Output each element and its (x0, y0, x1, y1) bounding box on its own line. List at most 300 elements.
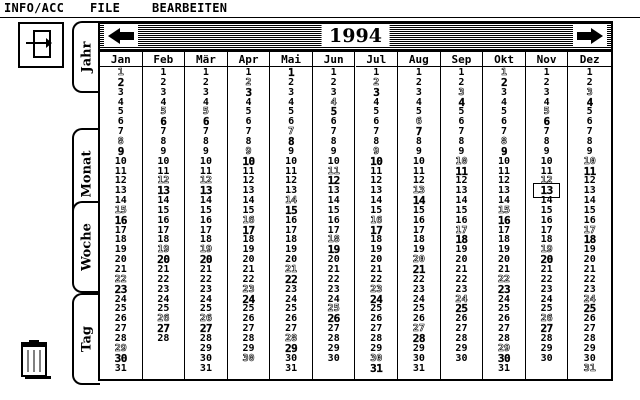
calendar-day[interactable]: 4 (288, 96, 295, 108)
calendar-day[interactable]: 14 (540, 195, 553, 207)
calendar-day[interactable]: 18 (583, 233, 596, 247)
calendar-day[interactable]: 25 (114, 303, 127, 315)
calendar-day[interactable]: 31 (583, 362, 596, 374)
calendar-day[interactable]: 7 (245, 126, 252, 138)
calendar-day[interactable]: 3 (458, 86, 465, 98)
calendar-day[interactable]: 17 (114, 224, 127, 236)
calendar-day[interactable]: 19 (242, 244, 255, 256)
calendar-day[interactable]: 18 (412, 234, 425, 246)
calendar-day[interactable]: 20 (242, 254, 255, 266)
arrow-left-icon[interactable] (104, 25, 138, 47)
calendar-day[interactable]: 29 (242, 342, 255, 354)
calendar-day[interactable]: 30 (455, 352, 468, 364)
calendar-day[interactable]: 7 (415, 125, 422, 139)
calendar-day[interactable]: 11 (199, 165, 212, 177)
calendar-day[interactable]: 25 (540, 303, 553, 315)
calendar-day[interactable]: 16 (242, 214, 255, 226)
calendar-day[interactable]: 6 (245, 116, 252, 128)
calendar-day[interactable]: 23 (157, 283, 170, 295)
calendar-day[interactable]: 22 (242, 273, 255, 285)
calendar-day[interactable]: 19 (412, 244, 425, 256)
calendar-day[interactable]: 13 (199, 184, 213, 198)
calendar-day[interactable]: 3 (415, 86, 422, 98)
calendar-day[interactable]: 12 (242, 175, 255, 187)
calendar-day[interactable]: 2 (415, 76, 422, 88)
calendar-day[interactable]: 17 (498, 224, 511, 236)
calendar-day[interactable]: 26 (370, 313, 383, 325)
calendar-day[interactable]: 23 (199, 283, 212, 295)
calendar-day[interactable]: 5 (373, 106, 380, 118)
calendar-day[interactable]: 3 (288, 86, 295, 98)
calendar-day[interactable]: 15 (284, 203, 298, 217)
calendar-day[interactable]: 12 (327, 174, 340, 188)
calendar-day[interactable]: 8 (160, 135, 167, 147)
calendar-day[interactable]: 23 (497, 282, 511, 296)
calendar-day[interactable]: 9 (415, 145, 422, 157)
calendar-day[interactable]: 19 (370, 244, 383, 256)
calendar-day[interactable]: 20 (583, 254, 596, 266)
calendar-day[interactable]: 30 (412, 352, 425, 364)
calendar-day[interactable]: 3 (117, 86, 124, 98)
calendar-day[interactable]: 1 (501, 67, 508, 78)
month-name[interactable]: Jun (323, 53, 344, 66)
calendar-day[interactable]: 3 (330, 86, 337, 98)
calendar-day[interactable]: 24 (114, 293, 127, 305)
calendar-day[interactable]: 7 (330, 126, 337, 138)
calendar-day[interactable]: 26 (157, 313, 170, 325)
calendar-day[interactable]: 14 (199, 195, 212, 207)
calendar-day[interactable]: 9 (543, 145, 550, 157)
calendar-day[interactable]: 28 (455, 332, 468, 344)
trash-can-icon[interactable] (17, 340, 57, 380)
calendar-day[interactable]: 26 (583, 313, 596, 325)
calendar-day[interactable]: 29 (540, 342, 553, 354)
calendar-day[interactable]: 22 (455, 273, 468, 285)
calendar-day[interactable]: 5 (458, 106, 465, 118)
calendar-day[interactable]: 29 (498, 342, 511, 354)
tab-monat[interactable]: Monat (72, 128, 100, 220)
calendar-day[interactable]: 8 (501, 135, 508, 147)
calendar-day[interactable]: 3 (543, 86, 550, 98)
calendar-day[interactable]: 6 (501, 116, 508, 128)
calendar-day[interactable]: 21 (540, 264, 553, 275)
calendar-day[interactable]: 16 (157, 214, 170, 226)
calendar-day[interactable]: 1 (458, 67, 465, 78)
calendar-day[interactable]: 31 (114, 362, 127, 374)
month-name[interactable]: Mär (196, 53, 216, 66)
calendar-day[interactable]: 3 (160, 86, 167, 98)
calendar-day[interactable]: 12 (412, 175, 425, 187)
calendar-day[interactable]: 31 (199, 362, 212, 374)
calendar-day[interactable]: 8 (458, 135, 465, 147)
calendar-day[interactable]: 25 (455, 302, 468, 316)
calendar-day[interactable]: 1 (117, 67, 124, 78)
calendar-day[interactable]: 12 (199, 175, 212, 187)
calendar-day[interactable]: 15 (370, 204, 383, 216)
calendar-day[interactable]: 21 (199, 264, 212, 275)
calendar-day[interactable]: 21 (498, 264, 511, 275)
calendar-day[interactable]: 16 (285, 214, 298, 226)
calendar-day[interactable]: 24 (540, 293, 553, 305)
calendar-day[interactable]: 17 (370, 223, 383, 237)
calendar-day[interactable]: 23 (540, 283, 553, 295)
calendar-day[interactable]: 9 (500, 144, 508, 158)
calendar-day[interactable]: 12 (583, 175, 596, 187)
calendar-day[interactable]: 29 (370, 342, 383, 354)
calendar-day[interactable]: 28 (412, 331, 425, 345)
calendar-day[interactable]: 26 (412, 313, 425, 325)
calendar-day[interactable]: 11 (540, 165, 553, 177)
calendar-day[interactable]: 9 (202, 145, 209, 157)
calendar-day[interactable]: 11 (285, 165, 298, 177)
calendar-day[interactable]: 9 (288, 145, 295, 157)
calendar-day[interactable]: 23 (114, 282, 127, 296)
calendar-day[interactable]: 13 (526, 186, 568, 196)
calendar-day[interactable]: 1 (202, 67, 209, 78)
calendar-day[interactable]: 24 (242, 292, 255, 306)
calendar-day[interactable]: 6 (202, 115, 209, 129)
calendar-day[interactable]: 14 (114, 195, 127, 207)
calendar-day[interactable]: 8 (330, 135, 337, 147)
calendar-day[interactable]: 5 (288, 106, 295, 118)
calendar-day[interactable]: 11 (412, 165, 425, 177)
calendar-day[interactable]: 28 (114, 332, 127, 344)
calendar-day[interactable]: 14 (583, 195, 596, 207)
calendar-day[interactable]: 11 (370, 165, 383, 177)
calendar-day[interactable]: 23 (583, 283, 596, 295)
calendar-day[interactable]: 2 (373, 76, 380, 88)
calendar-day[interactable]: 25 (498, 303, 511, 315)
calendar-day[interactable]: 11 (157, 165, 170, 177)
calendar-day[interactable]: 12 (498, 175, 511, 187)
calendar-day[interactable]: 29 (327, 342, 340, 354)
calendar-day[interactable]: 11 (114, 165, 127, 177)
calendar-day[interactable]: 5 (245, 106, 252, 118)
calendar-day[interactable]: 30 (370, 352, 383, 364)
calendar-day[interactable]: 10 (157, 155, 170, 167)
calendar-day[interactable]: 10 (583, 155, 596, 167)
calendar-day[interactable]: 29 (114, 342, 127, 354)
calendar-day[interactable]: 29 (284, 341, 298, 355)
calendar-day[interactable]: 4 (117, 96, 124, 108)
calendar-day[interactable]: 15 (199, 204, 212, 216)
calendar-day[interactable]: 11 (327, 165, 340, 177)
calendar-day[interactable]: 25 (199, 303, 212, 315)
calendar-day[interactable]: 7 (160, 126, 167, 138)
calendar-day[interactable]: 21 (412, 263, 425, 276)
calendar-day[interactable]: 23 (327, 283, 340, 295)
calendar-day[interactable]: 11 (242, 165, 255, 177)
calendar-day[interactable]: 8 (117, 135, 124, 147)
month-name[interactable]: Jul (366, 53, 387, 66)
calendar-day[interactable]: 6 (458, 116, 465, 128)
calendar-day[interactable]: 10 (540, 155, 553, 167)
calendar-day[interactable]: 27 (498, 323, 511, 335)
calendar-day[interactable]: 4 (160, 96, 167, 108)
calendar-day[interactable]: 14 (455, 195, 468, 207)
calendar-day[interactable]: 12 (157, 175, 170, 187)
menu-file[interactable]: FILE (90, 1, 121, 15)
calendar-day[interactable]: 19 (455, 244, 468, 256)
calendar-day[interactable]: 19 (199, 244, 212, 256)
calendar-day[interactable]: 23 (412, 283, 425, 295)
calendar-day[interactable]: 10 (114, 155, 127, 167)
calendar-day[interactable]: 9 (160, 145, 167, 157)
calendar-day[interactable]: 14 (157, 195, 170, 207)
calendar-day[interactable]: 24 (455, 293, 468, 305)
calendar-day[interactable]: 7 (288, 126, 295, 138)
calendar-day[interactable]: 10 (498, 155, 511, 167)
calendar-day[interactable]: 6 (373, 116, 380, 128)
month-name[interactable]: Okt (494, 53, 514, 66)
calendar-day[interactable]: 13 (114, 185, 127, 197)
calendar-day[interactable]: 22 (412, 273, 425, 285)
calendar-day[interactable]: 10 (242, 154, 255, 168)
calendar-day[interactable]: 16 (114, 213, 127, 227)
calendar-day[interactable]: 19 (583, 244, 596, 256)
calendar-day[interactable]: 2 (117, 75, 124, 89)
calendar-day[interactable]: 24 (285, 293, 298, 305)
calendar-day[interactable]: 13 (157, 184, 170, 198)
calendar-day[interactable]: 1 (330, 67, 337, 78)
calendar-day[interactable]: 3 (245, 85, 252, 99)
calendar-day[interactable]: 28 (498, 332, 511, 344)
calendar-day[interactable]: 24 (199, 293, 212, 305)
calendar-day[interactable]: 20 (157, 253, 170, 267)
calendar-day[interactable]: 10 (327, 155, 340, 167)
calendar-day[interactable]: 17 (285, 224, 298, 236)
calendar-day[interactable]: 2 (245, 76, 252, 88)
calendar-day[interactable]: 22 (498, 273, 511, 285)
calendar-day[interactable]: 30 (540, 352, 553, 364)
calendar-day[interactable]: 12 (370, 175, 383, 187)
calendar-day[interactable]: 31 (498, 362, 511, 374)
calendar-day[interactable]: 4 (458, 95, 465, 109)
calendar-day[interactable]: 27 (114, 323, 127, 335)
calendar-day[interactable]: 7 (458, 126, 465, 138)
calendar-day[interactable]: 6 (415, 116, 422, 128)
calendar-day[interactable]: 18 (285, 234, 298, 246)
calendar-day[interactable]: 12 (114, 175, 127, 187)
calendar-day[interactable]: 21 (157, 264, 170, 275)
calendar-day[interactable]: 1 (288, 66, 295, 79)
calendar-day[interactable]: 29 (199, 342, 212, 354)
calendar-day[interactable]: 20 (327, 254, 340, 266)
calendar-day[interactable]: 28 (157, 332, 170, 344)
calendar-day[interactable]: 12 (455, 175, 468, 187)
tab-tag[interactable]: Tag (72, 293, 100, 385)
menu-info-acc[interactable]: INFO/ACC (4, 1, 65, 15)
calendar-day[interactable]: 27 (370, 323, 383, 335)
calendar-day[interactable]: 27 (242, 323, 255, 335)
calendar-day[interactable]: 25 (157, 303, 170, 315)
calendar-day[interactable]: 7 (586, 126, 593, 138)
calendar-day[interactable]: 27 (412, 323, 425, 335)
calendar-day[interactable]: 11 (498, 165, 511, 177)
calendar-day[interactable]: 2 (288, 76, 295, 88)
calendar-day[interactable]: 4 (330, 96, 337, 108)
calendar-day[interactable]: 28 (242, 332, 255, 344)
calendar-day[interactable]: 6 (160, 115, 167, 129)
calendar-day[interactable]: 18 (370, 234, 383, 246)
calendar-day[interactable]: 8 (202, 135, 209, 147)
calendar-day[interactable]: 19 (540, 244, 553, 256)
calendar-day[interactable]: 27 (327, 323, 340, 335)
calendar-day[interactable]: 18 (242, 234, 255, 246)
calendar-day[interactable]: 29 (583, 342, 596, 354)
calendar-day[interactable]: 22 (114, 273, 127, 285)
calendar-day[interactable]: 2 (543, 76, 550, 88)
calendar-day[interactable]: 5 (117, 106, 124, 118)
calendar-day[interactable]: 19 (157, 244, 170, 256)
calendar-day[interactable]: 1 (245, 67, 252, 78)
calendar-day[interactable]: 5 (586, 106, 593, 118)
calendar-day[interactable]: 14 (370, 195, 383, 207)
calendar-day[interactable]: 27 (540, 322, 553, 336)
calendar-day[interactable]: 25 (242, 303, 255, 315)
calendar-day[interactable]: 10 (199, 155, 212, 167)
calendar-day[interactable]: 24 (157, 293, 170, 305)
calendar-day[interactable]: 21 (455, 264, 468, 275)
calendar-day[interactable]: 18 (157, 234, 170, 246)
calendar-day[interactable]: 15 (583, 204, 596, 216)
calendar-day[interactable]: 4 (202, 96, 209, 108)
calendar-day[interactable]: 19 (327, 243, 340, 257)
calendar-day[interactable]: 20 (114, 254, 127, 266)
calendar-day[interactable]: 14 (327, 195, 340, 207)
calendar-day[interactable]: 17 (242, 223, 255, 237)
calendar-day[interactable]: 24 (370, 292, 383, 306)
calendar-day[interactable]: 18 (327, 234, 340, 246)
calendar-day[interactable]: 7 (501, 126, 508, 138)
calendar-day[interactable]: 7 (202, 126, 209, 138)
calendar-day[interactable]: 18 (114, 234, 127, 246)
calendar-day[interactable]: 16 (412, 214, 425, 226)
calendar-day[interactable]: 30 (242, 352, 255, 364)
calendar-day[interactable]: 11 (583, 164, 596, 178)
calendar-day[interactable]: 28 (540, 332, 553, 344)
month-name[interactable]: Sep (451, 53, 472, 66)
calendar-day[interactable]: 17 (199, 224, 212, 236)
calendar-day[interactable]: 23 (455, 283, 468, 295)
calendar-day[interactable]: 22 (540, 273, 553, 285)
calendar-day[interactable]: 8 (373, 135, 380, 147)
calendar-day[interactable]: 18 (540, 234, 553, 246)
calendar-day[interactable]: 31 (412, 362, 425, 374)
calendar-day[interactable]: 27 (157, 322, 170, 336)
calendar-day[interactable]: 18 (199, 234, 212, 246)
calendar-day[interactable]: 5 (501, 106, 508, 118)
month-name[interactable]: Apr (238, 53, 259, 66)
month-name[interactable]: Feb (153, 53, 174, 66)
calendar-day[interactable]: 22 (327, 273, 340, 285)
month-name[interactable]: Nov (536, 53, 557, 66)
calendar-day[interactable]: 11 (455, 164, 468, 178)
calendar-day[interactable]: 20 (199, 253, 213, 267)
calendar-day[interactable]: 2 (586, 76, 593, 88)
calendar-day[interactable]: 5 (330, 105, 337, 119)
calendar-day[interactable]: 1 (415, 67, 422, 78)
calendar-day[interactable]: 29 (455, 342, 468, 354)
calendar-day[interactable]: 14 (242, 195, 255, 207)
calendar-day[interactable]: 25 (583, 302, 596, 316)
calendar-day[interactable]: 31 (285, 362, 298, 374)
calendar-day[interactable]: 26 (455, 313, 468, 325)
calendar-day[interactable]: 10 (370, 154, 383, 168)
calendar-day[interactable]: 7 (373, 126, 380, 138)
calendar-day[interactable]: 28 (199, 332, 212, 344)
calendar-day[interactable]: 8 (245, 135, 252, 147)
calendar-day[interactable]: 3 (501, 86, 508, 98)
calendar-day[interactable]: 6 (117, 116, 124, 128)
calendar-day[interactable]: 1 (160, 67, 167, 78)
calendar-day[interactable]: 17 (455, 224, 468, 236)
menu-bearbeiten[interactable]: BEARBEITEN (152, 1, 228, 15)
calendar-day[interactable]: 9 (117, 144, 124, 158)
calendar-day[interactable]: 8 (288, 134, 295, 148)
calendar-day[interactable]: 5 (160, 106, 167, 118)
calendar-day[interactable]: 4 (586, 95, 593, 109)
calendar-day[interactable]: 20 (412, 254, 425, 266)
month-name[interactable]: Aug (408, 53, 429, 66)
calendar-day[interactable]: 22 (284, 272, 298, 286)
calendar-day[interactable]: 9 (245, 145, 252, 157)
month-name[interactable]: Dez (579, 53, 600, 66)
calendar-day[interactable]: 30 (114, 351, 127, 365)
calendar-day[interactable]: 29 (412, 342, 425, 354)
calendar-day[interactable]: 18 (498, 234, 511, 246)
calendar-day[interactable]: 28 (370, 332, 383, 344)
calendar-day[interactable]: 2 (330, 76, 337, 88)
calendar-day[interactable]: 15 (498, 204, 511, 216)
calendar-day[interactable]: 26 (114, 313, 127, 325)
calendar-day[interactable]: 18 (455, 233, 468, 247)
calendar-day[interactable]: 4 (415, 96, 422, 108)
calendar-day[interactable]: 26 (327, 312, 340, 326)
calendar-day[interactable]: 17 (540, 224, 553, 236)
calendar-day[interactable]: 15 (327, 204, 340, 216)
calendar-day[interactable]: 5 (202, 106, 209, 118)
month-name[interactable]: Mai (281, 53, 302, 66)
calendar-day[interactable]: 22 (199, 273, 212, 285)
calendar-day[interactable]: 9 (586, 145, 593, 157)
calendar-day[interactable]: 16 (455, 214, 468, 226)
calendar-day[interactable]: 28 (285, 332, 298, 344)
calendar-day[interactable]: 20 (540, 253, 553, 267)
calendar-day[interactable]: 16 (497, 213, 511, 227)
calendar-day[interactable]: 30 (497, 351, 511, 365)
calendar-day[interactable]: 15 (114, 204, 127, 216)
calendar-day[interactable]: 17 (412, 224, 425, 236)
calendar-day[interactable]: 15 (540, 204, 553, 216)
calendar-day[interactable]: 16 (540, 214, 553, 226)
calendar-day[interactable]: 30 (285, 352, 298, 364)
calendar-day[interactable]: 26 (285, 313, 298, 325)
calendar-day[interactable]: 13 (455, 185, 468, 197)
calendar-day[interactable]: 10 (285, 155, 298, 167)
calendar-day[interactable]: 16 (199, 214, 212, 226)
calendar-day[interactable]: 22 (583, 273, 596, 285)
calendar-day[interactable]: 14 (412, 194, 425, 208)
calendar-day[interactable]: 19 (285, 244, 298, 256)
tab-woche[interactable]: Woche (72, 201, 100, 293)
calendar-day[interactable]: 10 (455, 155, 468, 167)
calendar-day[interactable]: 30 (327, 352, 340, 364)
calendar-day[interactable]: 2 (160, 76, 167, 88)
calendar-day[interactable]: 21 (242, 264, 255, 275)
calendar-day[interactable]: 27 (583, 323, 596, 335)
calendar-day[interactable]: 15 (412, 204, 425, 216)
